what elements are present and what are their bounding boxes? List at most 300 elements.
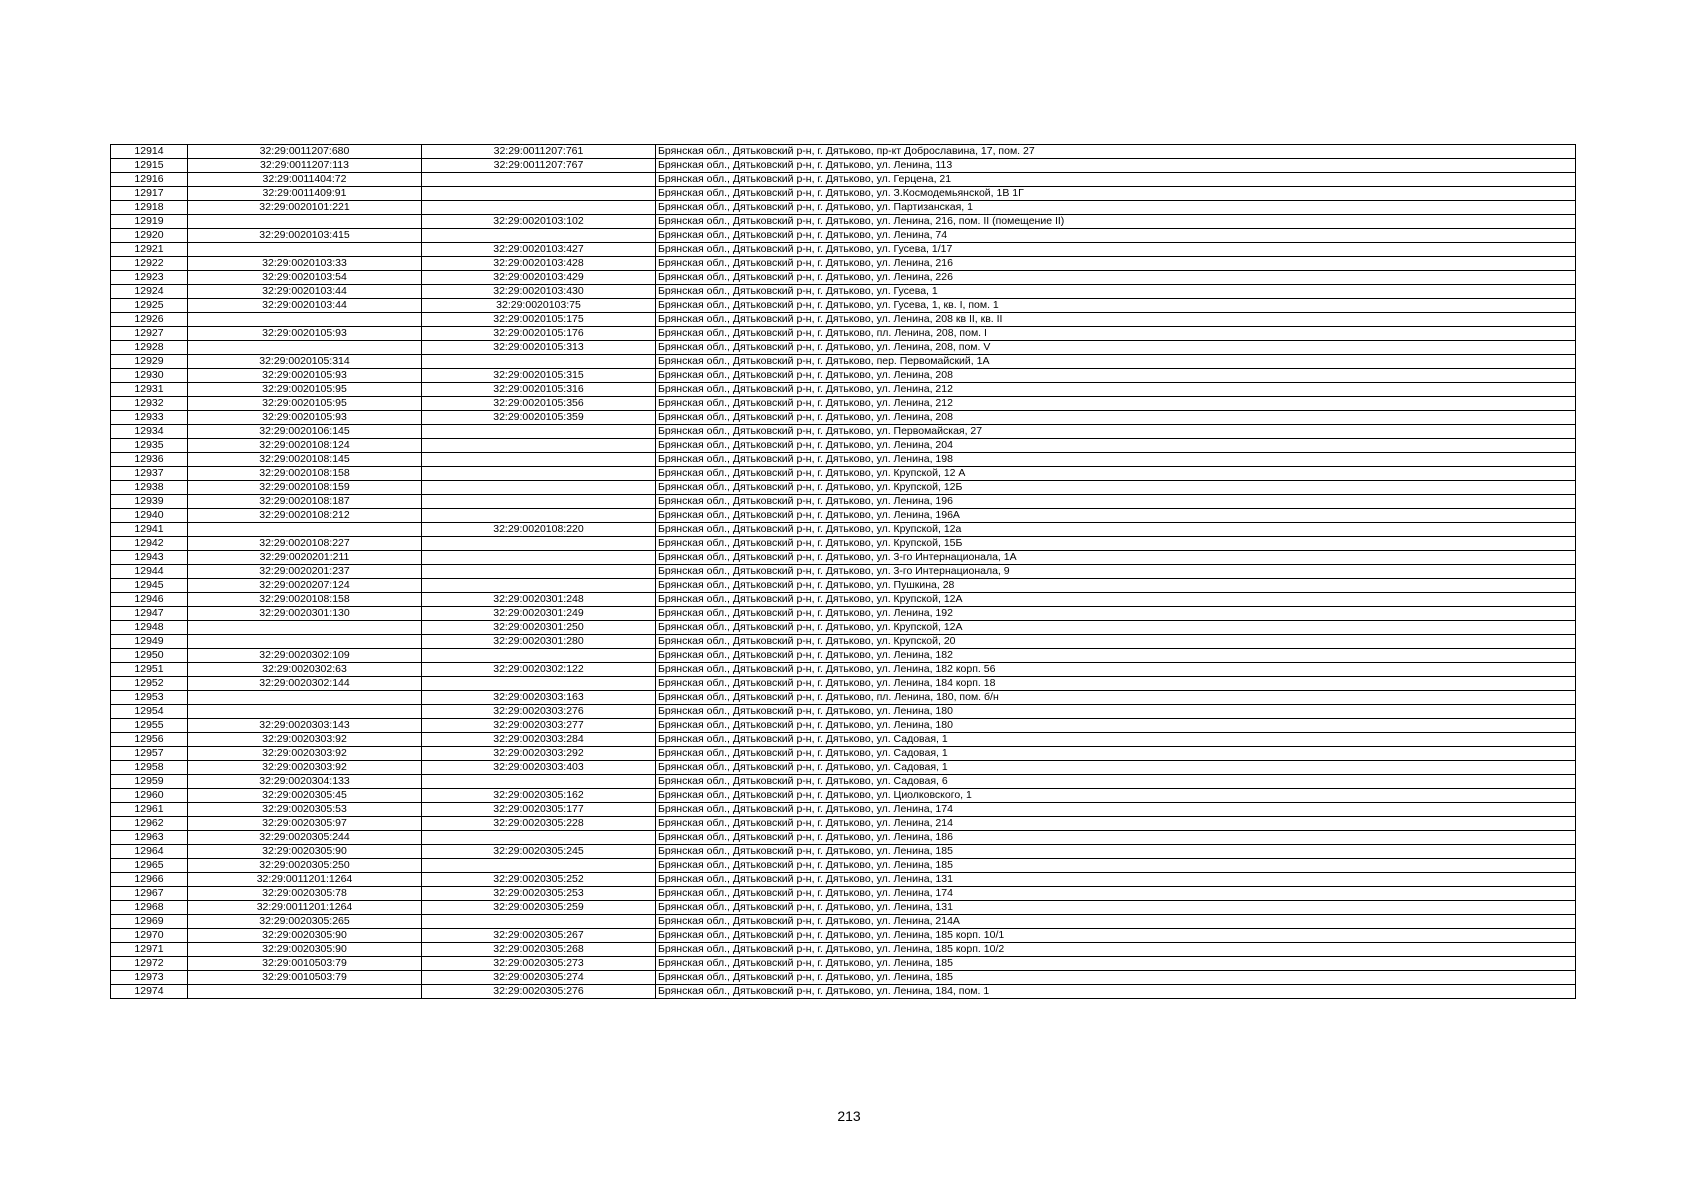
row-number-cell: 12945 bbox=[111, 579, 188, 593]
related-cadastral-number-cell bbox=[422, 467, 656, 481]
address-cell: Брянская обл., Дятьковский р-н, г. Дятьково, ул. З.Космодемьянской, 1В 1Г bbox=[656, 187, 1576, 201]
related-cadastral-number-cell bbox=[422, 453, 656, 467]
table-row bbox=[111, 439, 1576, 453]
table-row bbox=[111, 663, 1576, 677]
cadastral-number-cell: 32:29:0020105:95 bbox=[188, 397, 422, 411]
address-cell: Брянская обл., Дятьковский р-н, г. Дятьково, ул. Ленина, 214 bbox=[656, 817, 1576, 831]
related-cadastral-number-cell: 32:29:0020305:276 bbox=[422, 985, 656, 999]
related-cadastral-number-cell bbox=[422, 579, 656, 593]
table-row bbox=[111, 705, 1576, 719]
cadastral-number-cell: 32:29:0020105:93 bbox=[188, 327, 422, 341]
table-row bbox=[111, 537, 1576, 551]
related-cadastral-number-cell: 32:29:0020103:428 bbox=[422, 257, 656, 271]
table-row bbox=[111, 481, 1576, 495]
related-cadastral-number-cell: 32:29:0020305:162 bbox=[422, 789, 656, 803]
address-cell: Брянская обл., Дятьковский р-н, г. Дятьково, ул. Первомайская, 27 bbox=[656, 425, 1576, 439]
table-row bbox=[111, 411, 1576, 425]
table-row bbox=[111, 649, 1576, 663]
address-cell: Брянская обл., Дятьковский р-н, г. Дятьково, ул. Крупской, 12Б bbox=[656, 481, 1576, 495]
cadastral-number-cell bbox=[188, 705, 422, 719]
table-row bbox=[111, 285, 1576, 299]
cadastral-number-cell: 32:29:0011207:113 bbox=[188, 159, 422, 173]
table-row bbox=[111, 215, 1576, 229]
address-cell: Брянская обл., Дятьковский р-н, г. Дятьково, ул. Крупской, 15Б bbox=[656, 537, 1576, 551]
address-cell: Брянская обл., Дятьковский р-н, г. Дятьково, ул. Ленина, 131 bbox=[656, 873, 1576, 887]
cadastral-number-cell bbox=[188, 243, 422, 257]
row-number-cell: 12963 bbox=[111, 831, 188, 845]
table-row bbox=[111, 229, 1576, 243]
related-cadastral-number-cell: 32:29:0020301:249 bbox=[422, 607, 656, 621]
row-number-cell: 12919 bbox=[111, 215, 188, 229]
address-cell: Брянская обл., Дятьковский р-н, г. Дятьково, ул. Ленина, 182 bbox=[656, 649, 1576, 663]
row-number-cell: 12973 bbox=[111, 971, 188, 985]
related-cadastral-number-cell: 32:29:0020303:284 bbox=[422, 733, 656, 747]
row-number-cell: 12962 bbox=[111, 817, 188, 831]
address-cell: Брянская обл., Дятьковский р-н, г. Дятьково, ул. Ленина, 196А bbox=[656, 509, 1576, 523]
related-cadastral-number-cell: 32:29:0020103:427 bbox=[422, 243, 656, 257]
related-cadastral-number-cell: 32:29:0020303:292 bbox=[422, 747, 656, 761]
table-row bbox=[111, 257, 1576, 271]
cadastral-number-cell: 32:29:0020108:187 bbox=[188, 495, 422, 509]
cadastral-number-cell: 32:29:0020305:45 bbox=[188, 789, 422, 803]
table-row bbox=[111, 313, 1576, 327]
address-cell: Брянская обл., Дятьковский р-н, г. Дятьково, ул. Ленина, 212 bbox=[656, 397, 1576, 411]
related-cadastral-number-cell: 32:29:0020103:430 bbox=[422, 285, 656, 299]
related-cadastral-number-cell: 32:29:0020305:274 bbox=[422, 971, 656, 985]
cadastral-number-cell: 32:29:0020101:221 bbox=[188, 201, 422, 215]
cadastral-number-cell: 32:29:0020305:90 bbox=[188, 943, 422, 957]
table-row bbox=[111, 173, 1576, 187]
row-number-cell: 12972 bbox=[111, 957, 188, 971]
row-number-cell: 12915 bbox=[111, 159, 188, 173]
row-number-cell: 12950 bbox=[111, 649, 188, 663]
table-row bbox=[111, 677, 1576, 691]
table-row bbox=[111, 145, 1576, 159]
table-row bbox=[111, 327, 1576, 341]
related-cadastral-number-cell: 32:29:0020103:102 bbox=[422, 215, 656, 229]
cadastral-number-cell: 32:29:0020305:250 bbox=[188, 859, 422, 873]
row-number-cell: 12940 bbox=[111, 509, 188, 523]
row-number-cell: 12948 bbox=[111, 621, 188, 635]
address-cell: Брянская обл., Дятьковский р-н, г. Дятьково, ул. Ленина, 208, пом. V bbox=[656, 341, 1576, 355]
related-cadastral-number-cell bbox=[422, 355, 656, 369]
address-cell: Брянская обл., Дятьковский р-н, г. Дятьково, ул. Ленина, 204 bbox=[656, 439, 1576, 453]
related-cadastral-number-cell: 32:29:0020302:122 bbox=[422, 663, 656, 677]
table-row bbox=[111, 929, 1576, 943]
table-row bbox=[111, 509, 1576, 523]
related-cadastral-number-cell: 32:29:0020103:429 bbox=[422, 271, 656, 285]
address-cell: Брянская обл., Дятьковский р-н, г. Дятьково, ул. Крупской, 12А bbox=[656, 593, 1576, 607]
table-row bbox=[111, 845, 1576, 859]
address-cell: Брянская обл., Дятьковский р-н, г. Дятьково, ул. Пушкина, 28 bbox=[656, 579, 1576, 593]
registry-table bbox=[110, 144, 1576, 999]
table-row bbox=[111, 271, 1576, 285]
row-number-cell: 12960 bbox=[111, 789, 188, 803]
related-cadastral-number-cell: 32:29:0020303:276 bbox=[422, 705, 656, 719]
row-number-cell: 12935 bbox=[111, 439, 188, 453]
address-cell: Брянская обл., Дятьковский р-н, г. Дятьково, пр-кт Доброславина, 17, пом. 27 bbox=[656, 145, 1576, 159]
address-cell: Брянская обл., Дятьковский р-н, г. Дятьково, ул. Гусева, 1/17 bbox=[656, 243, 1576, 257]
table-row bbox=[111, 817, 1576, 831]
related-cadastral-number-cell: 32:29:0020105:316 bbox=[422, 383, 656, 397]
related-cadastral-number-cell: 32:29:0020301:250 bbox=[422, 621, 656, 635]
row-number-cell: 12918 bbox=[111, 201, 188, 215]
cadastral-number-cell: 32:29:0020103:54 bbox=[188, 271, 422, 285]
row-number-cell: 12924 bbox=[111, 285, 188, 299]
related-cadastral-number-cell: 32:29:0020105:313 bbox=[422, 341, 656, 355]
row-number-cell: 12959 bbox=[111, 775, 188, 789]
table-row bbox=[111, 915, 1576, 929]
related-cadastral-number-cell: 32:29:0020305:252 bbox=[422, 873, 656, 887]
address-cell: Брянская обл., Дятьковский р-н, г. Дятьково, ул. Ленина, 196 bbox=[656, 495, 1576, 509]
cadastral-number-cell: 32:29:0020108:227 bbox=[188, 537, 422, 551]
cadastral-number-cell: 32:29:0020108:159 bbox=[188, 481, 422, 495]
row-number-cell: 12923 bbox=[111, 271, 188, 285]
address-cell: Брянская обл., Дятьковский р-н, г. Дятьково, ул. Ленина, 198 bbox=[656, 453, 1576, 467]
address-cell: Брянская обл., Дятьковский р-н, г. Дятьково, ул. Ленина, 185 корп. 10/1 bbox=[656, 929, 1576, 943]
table-row bbox=[111, 691, 1576, 705]
row-number-cell: 12956 bbox=[111, 733, 188, 747]
row-number-cell: 12947 bbox=[111, 607, 188, 621]
address-cell: Брянская обл., Дятьковский р-н, г. Дятьково, ул. Гусева, 1, кв. I, пом. 1 bbox=[656, 299, 1576, 313]
table-row bbox=[111, 299, 1576, 313]
related-cadastral-number-cell bbox=[422, 495, 656, 509]
address-cell: Брянская обл., Дятьковский р-н, г. Дятьково, ул. Ленина, 180 bbox=[656, 719, 1576, 733]
table-row bbox=[111, 369, 1576, 383]
address-cell: Брянская обл., Дятьковский р-н, г. Дятьково, ул. 3-го Интернационала, 1А bbox=[656, 551, 1576, 565]
address-cell: Брянская обл., Дятьковский р-н, г. Дятьково, ул. Садовая, 6 bbox=[656, 775, 1576, 789]
row-number-cell: 12944 bbox=[111, 565, 188, 579]
related-cadastral-number-cell bbox=[422, 173, 656, 187]
row-number-cell: 12941 bbox=[111, 523, 188, 537]
row-number-cell: 12957 bbox=[111, 747, 188, 761]
row-number-cell: 12953 bbox=[111, 691, 188, 705]
cadastral-number-cell: 32:29:0020303:92 bbox=[188, 761, 422, 775]
cadastral-number-cell: 32:29:0020108:124 bbox=[188, 439, 422, 453]
address-cell: Брянская обл., Дятьковский р-н, г. Дятьково, ул. Ленина, 185 bbox=[656, 859, 1576, 873]
row-number-cell: 12967 bbox=[111, 887, 188, 901]
row-number-cell: 12952 bbox=[111, 677, 188, 691]
related-cadastral-number-cell bbox=[422, 831, 656, 845]
table-row bbox=[111, 971, 1576, 985]
related-cadastral-number-cell bbox=[422, 677, 656, 691]
table-row bbox=[111, 621, 1576, 635]
cadastral-number-cell: 32:29:0020302:109 bbox=[188, 649, 422, 663]
table-row bbox=[111, 453, 1576, 467]
related-cadastral-number-cell: 32:29:0020305:177 bbox=[422, 803, 656, 817]
table-row bbox=[111, 635, 1576, 649]
row-number-cell: 12943 bbox=[111, 551, 188, 565]
related-cadastral-number-cell: 32:29:0020105:176 bbox=[422, 327, 656, 341]
related-cadastral-number-cell bbox=[422, 775, 656, 789]
row-number-cell: 12934 bbox=[111, 425, 188, 439]
cadastral-number-cell: 32:29:0011404:72 bbox=[188, 173, 422, 187]
address-cell: Брянская обл., Дятьковский р-н, г. Дятьково, пер. Первомайский, 1А bbox=[656, 355, 1576, 369]
cadastral-number-cell: 32:29:0020304:133 bbox=[188, 775, 422, 789]
related-cadastral-number-cell bbox=[422, 859, 656, 873]
related-cadastral-number-cell bbox=[422, 229, 656, 243]
cadastral-number-cell: 32:29:0020103:44 bbox=[188, 299, 422, 313]
related-cadastral-number-cell bbox=[422, 425, 656, 439]
cadastral-number-cell: 32:29:0020105:95 bbox=[188, 383, 422, 397]
cadastral-number-cell: 32:29:0020305:78 bbox=[188, 887, 422, 901]
related-cadastral-number-cell: 32:29:0020301:280 bbox=[422, 635, 656, 649]
address-cell: Брянская обл., Дятьковский р-н, г. Дятьково, ул. Крупской, 12а bbox=[656, 523, 1576, 537]
cadastral-number-cell: 32:29:0020305:90 bbox=[188, 929, 422, 943]
address-cell: Брянская обл., Дятьковский р-н, г. Дятьково, ул. Ленина, 185 bbox=[656, 971, 1576, 985]
address-cell: Брянская обл., Дятьковский р-н, г. Дятьково, ул. Партизанская, 1 bbox=[656, 201, 1576, 215]
address-cell: Брянская обл., Дятьковский р-н, г. Дятьково, ул. Ленина, 216, пом. II (помещение II) bbox=[656, 215, 1576, 229]
address-cell: Брянская обл., Дятьковский р-н, г. Дятьково, ул. Ленина, 185 bbox=[656, 845, 1576, 859]
row-number-cell: 12965 bbox=[111, 859, 188, 873]
table-row bbox=[111, 495, 1576, 509]
related-cadastral-number-cell bbox=[422, 509, 656, 523]
row-number-cell: 12958 bbox=[111, 761, 188, 775]
row-number-cell: 12926 bbox=[111, 313, 188, 327]
row-number-cell: 12969 bbox=[111, 915, 188, 929]
related-cadastral-number-cell: 32:29:0020303:403 bbox=[422, 761, 656, 775]
related-cadastral-number-cell: 32:29:0020105:175 bbox=[422, 313, 656, 327]
address-cell: Брянская обл., Дятьковский р-н, г. Дятьково, ул. Ленина, 131 bbox=[656, 901, 1576, 915]
page-number: 213 bbox=[837, 1108, 861, 1124]
related-cadastral-number-cell: 32:29:0020303:163 bbox=[422, 691, 656, 705]
table-row bbox=[111, 887, 1576, 901]
address-cell: Брянская обл., Дятьковский р-н, г. Дятьково, ул. Ленина, 226 bbox=[656, 271, 1576, 285]
address-cell: Брянская обл., Дятьковский р-н, г. Дятьково, пл. Ленина, 208, пом. I bbox=[656, 327, 1576, 341]
address-cell: Брянская обл., Дятьковский р-н, г. Дятьково, ул. Герцена, 21 bbox=[656, 173, 1576, 187]
cadastral-number-cell: 32:29:0020207:124 bbox=[188, 579, 422, 593]
table-row bbox=[111, 985, 1576, 999]
row-number-cell: 12922 bbox=[111, 257, 188, 271]
cadastral-number-cell: 32:29:0020201:211 bbox=[188, 551, 422, 565]
table-row bbox=[111, 565, 1576, 579]
related-cadastral-number-cell: 32:29:0020105:359 bbox=[422, 411, 656, 425]
address-cell: Брянская обл., Дятьковский р-н, г. Дятьково, ул. Крупской, 12 А bbox=[656, 467, 1576, 481]
cadastral-number-cell: 32:29:0020301:130 bbox=[188, 607, 422, 621]
table-row bbox=[111, 957, 1576, 971]
table-row bbox=[111, 803, 1576, 817]
table-row bbox=[111, 831, 1576, 845]
cadastral-number-cell: 32:29:0020303:92 bbox=[188, 733, 422, 747]
address-cell: Брянская обл., Дятьковский р-н, г. Дятьково, ул. Ленина, 185 корп. 10/2 bbox=[656, 943, 1576, 957]
row-number-cell: 12968 bbox=[111, 901, 188, 915]
row-number-cell: 12966 bbox=[111, 873, 188, 887]
row-number-cell: 12946 bbox=[111, 593, 188, 607]
address-cell: Брянская обл., Дятьковский р-н, г. Дятьково, ул. Ленина, 208 кв II, кв. II bbox=[656, 313, 1576, 327]
address-cell: Брянская обл., Дятьковский р-н, г. Дятьково, ул. Крупской, 12А bbox=[656, 621, 1576, 635]
row-number-cell: 12971 bbox=[111, 943, 188, 957]
cadastral-number-cell bbox=[188, 523, 422, 537]
related-cadastral-number-cell bbox=[422, 551, 656, 565]
table-row bbox=[111, 187, 1576, 201]
related-cadastral-number-cell: 32:29:0020305:245 bbox=[422, 845, 656, 859]
related-cadastral-number-cell: 32:29:0011207:767 bbox=[422, 159, 656, 173]
row-number-cell: 12917 bbox=[111, 187, 188, 201]
row-number-cell: 12928 bbox=[111, 341, 188, 355]
cadastral-number-cell: 32:29:0020302:63 bbox=[188, 663, 422, 677]
table-row bbox=[111, 593, 1576, 607]
row-number-cell: 12939 bbox=[111, 495, 188, 509]
address-cell: Брянская обл., Дятьковский р-н, г. Дятьково, ул. Ленина, 212 bbox=[656, 383, 1576, 397]
address-cell: Брянская обл., Дятьковский р-н, г. Дятьково, ул. Ленина, 180 bbox=[656, 705, 1576, 719]
address-cell: Брянская обл., Дятьковский р-н, г. Дятьково, ул. Садовая, 1 bbox=[656, 747, 1576, 761]
related-cadastral-number-cell bbox=[422, 915, 656, 929]
cadastral-number-cell: 32:29:0020105:93 bbox=[188, 411, 422, 425]
row-number-cell: 12970 bbox=[111, 929, 188, 943]
row-number-cell: 12920 bbox=[111, 229, 188, 243]
cadastral-number-cell bbox=[188, 691, 422, 705]
row-number-cell: 12931 bbox=[111, 383, 188, 397]
related-cadastral-number-cell bbox=[422, 439, 656, 453]
row-number-cell: 12954 bbox=[111, 705, 188, 719]
table-row bbox=[111, 159, 1576, 173]
address-cell: Брянская обл., Дятьковский р-н, г. Дятьково, ул. Ленина, 208 bbox=[656, 411, 1576, 425]
related-cadastral-number-cell: 32:29:0020305:268 bbox=[422, 943, 656, 957]
registry-table-body bbox=[111, 145, 1576, 999]
cadastral-number-cell: 32:29:0020103:33 bbox=[188, 257, 422, 271]
cadastral-number-cell: 32:29:0020303:143 bbox=[188, 719, 422, 733]
cadastral-number-cell bbox=[188, 635, 422, 649]
row-number-cell: 12933 bbox=[111, 411, 188, 425]
cadastral-number-cell: 32:29:0011201:1264 bbox=[188, 901, 422, 915]
cadastral-number-cell: 32:29:0011207:680 bbox=[188, 145, 422, 159]
table-row bbox=[111, 341, 1576, 355]
row-number-cell: 12916 bbox=[111, 173, 188, 187]
related-cadastral-number-cell bbox=[422, 565, 656, 579]
table-row bbox=[111, 859, 1576, 873]
cadastral-number-cell bbox=[188, 313, 422, 327]
cadastral-number-cell: 32:29:0020305:90 bbox=[188, 845, 422, 859]
table-row bbox=[111, 943, 1576, 957]
row-number-cell: 12951 bbox=[111, 663, 188, 677]
related-cadastral-number-cell: 32:29:0020105:356 bbox=[422, 397, 656, 411]
address-cell: Брянская обл., Дятьковский р-н, г. Дятьково, ул. Садовая, 1 bbox=[656, 761, 1576, 775]
cadastral-number-cell bbox=[188, 621, 422, 635]
row-number-cell: 12914 bbox=[111, 145, 188, 159]
address-cell: Брянская обл., Дятьковский р-н, г. Дятьково, ул. Ленина, 182 корп. 56 bbox=[656, 663, 1576, 677]
cadastral-number-cell: 32:29:0010503:79 bbox=[188, 957, 422, 971]
related-cadastral-number-cell bbox=[422, 649, 656, 663]
cadastral-number-cell: 32:29:0020103:44 bbox=[188, 285, 422, 299]
table-row bbox=[111, 901, 1576, 915]
address-cell: Брянская обл., Дятьковский р-н, г. Дятьково, ул. Циолковского, 1 bbox=[656, 789, 1576, 803]
table-row bbox=[111, 761, 1576, 775]
address-cell: Брянская обл., Дятьковский р-н, г. Дятьково, ул. Ленина, 185 bbox=[656, 957, 1576, 971]
table-row bbox=[111, 733, 1576, 747]
row-number-cell: 12942 bbox=[111, 537, 188, 551]
table-row bbox=[111, 467, 1576, 481]
related-cadastral-number-cell: 32:29:0020305:273 bbox=[422, 957, 656, 971]
cadastral-number-cell: 32:29:0020106:145 bbox=[188, 425, 422, 439]
cadastral-number-cell bbox=[188, 341, 422, 355]
cadastral-number-cell: 32:29:0020201:237 bbox=[188, 565, 422, 579]
address-cell: Брянская обл., Дятьковский р-н, г. Дятьково, ул. Гусева, 1 bbox=[656, 285, 1576, 299]
row-number-cell: 12974 bbox=[111, 985, 188, 999]
cadastral-number-cell: 32:29:0020103:415 bbox=[188, 229, 422, 243]
address-cell: Брянская обл., Дятьковский р-н, г. Дятьково, ул. Ленина, 184 корп. 18 bbox=[656, 677, 1576, 691]
cadastral-number-cell: 32:29:0020305:265 bbox=[188, 915, 422, 929]
address-cell: Брянская обл., Дятьковский р-н, г. Дятьково, пл. Ленина, 180, пом. б/н bbox=[656, 691, 1576, 705]
cadastral-number-cell: 32:29:0010503:79 bbox=[188, 971, 422, 985]
table-row bbox=[111, 523, 1576, 537]
table-row bbox=[111, 607, 1576, 621]
table-row bbox=[111, 355, 1576, 369]
address-cell: Брянская обл., Дятьковский р-н, г. Дятьково, ул. Ленина, 216 bbox=[656, 257, 1576, 271]
related-cadastral-number-cell: 32:29:0020303:277 bbox=[422, 719, 656, 733]
address-cell: Брянская обл., Дятьковский р-н, г. Дятьково, ул. Ленина, 208 bbox=[656, 369, 1576, 383]
cadastral-number-cell: 32:29:0020305:97 bbox=[188, 817, 422, 831]
related-cadastral-number-cell bbox=[422, 187, 656, 201]
cadastral-number-cell: 32:29:0011201:1264 bbox=[188, 873, 422, 887]
cadastral-number-cell: 32:29:0020105:314 bbox=[188, 355, 422, 369]
row-number-cell: 12938 bbox=[111, 481, 188, 495]
table-row bbox=[111, 383, 1576, 397]
related-cadastral-number-cell bbox=[422, 537, 656, 551]
cadastral-number-cell: 32:29:0011409:91 bbox=[188, 187, 422, 201]
cadastral-number-cell: 32:29:0020105:93 bbox=[188, 369, 422, 383]
table-row bbox=[111, 873, 1576, 887]
table-row bbox=[111, 243, 1576, 257]
row-number-cell: 12932 bbox=[111, 397, 188, 411]
related-cadastral-number-cell: 32:29:0020305:267 bbox=[422, 929, 656, 943]
row-number-cell: 12921 bbox=[111, 243, 188, 257]
table-row bbox=[111, 551, 1576, 565]
row-number-cell: 12949 bbox=[111, 635, 188, 649]
address-cell: Брянская обл., Дятьковский р-н, г. Дятьково, ул. Ленина, 174 bbox=[656, 803, 1576, 817]
address-cell: Брянская обл., Дятьковский р-н, г. Дятьково, ул. Крупской, 20 bbox=[656, 635, 1576, 649]
address-cell: Брянская обл., Дятьковский р-н, г. Дятьково, ул. Ленина, 174 bbox=[656, 887, 1576, 901]
table-row bbox=[111, 747, 1576, 761]
address-cell: Брянская обл., Дятьковский р-н, г. Дятьково, ул. Ленина, 192 bbox=[656, 607, 1576, 621]
address-cell: Брянская обл., Дятьковский р-н, г. Дятьково, ул. Садовая, 1 bbox=[656, 733, 1576, 747]
related-cadastral-number-cell: 32:29:0020305:259 bbox=[422, 901, 656, 915]
address-cell: Брянская обл., Дятьковский р-н, г. Дятьково, ул. Ленина, 214А bbox=[656, 915, 1576, 929]
related-cadastral-number-cell: 32:29:0020305:253 bbox=[422, 887, 656, 901]
related-cadastral-number-cell: 32:29:0020105:315 bbox=[422, 369, 656, 383]
table-row bbox=[111, 425, 1576, 439]
row-number-cell: 12925 bbox=[111, 299, 188, 313]
cadastral-number-cell: 32:29:0020302:144 bbox=[188, 677, 422, 691]
related-cadastral-number-cell: 32:29:0020305:228 bbox=[422, 817, 656, 831]
cadastral-number-cell: 32:29:0020108:145 bbox=[188, 453, 422, 467]
row-number-cell: 12955 bbox=[111, 719, 188, 733]
table-row bbox=[111, 789, 1576, 803]
table-row bbox=[111, 201, 1576, 215]
related-cadastral-number-cell: 32:29:0011207:761 bbox=[422, 145, 656, 159]
address-cell: Брянская обл., Дятьковский р-н, г. Дятьково, ул. Ленина, 113 bbox=[656, 159, 1576, 173]
related-cadastral-number-cell: 32:29:0020103:75 bbox=[422, 299, 656, 313]
row-number-cell: 12927 bbox=[111, 327, 188, 341]
row-number-cell: 12929 bbox=[111, 355, 188, 369]
cadastral-number-cell: 32:29:0020305:53 bbox=[188, 803, 422, 817]
address-cell: Брянская обл., Дятьковский р-н, г. Дятьково, ул. Ленина, 186 bbox=[656, 831, 1576, 845]
cadastral-number-cell: 32:29:0020108:212 bbox=[188, 509, 422, 523]
row-number-cell: 12961 bbox=[111, 803, 188, 817]
table-row bbox=[111, 397, 1576, 411]
row-number-cell: 12936 bbox=[111, 453, 188, 467]
cadastral-number-cell: 32:29:0020108:158 bbox=[188, 467, 422, 481]
table-row bbox=[111, 719, 1576, 733]
table-row bbox=[111, 775, 1576, 789]
address-cell: Брянская обл., Дятьковский р-н, г. Дятьково, ул. 3-го Интернационала, 9 bbox=[656, 565, 1576, 579]
related-cadastral-number-cell: 32:29:0020301:248 bbox=[422, 593, 656, 607]
related-cadastral-number-cell: 32:29:0020108:220 bbox=[422, 523, 656, 537]
cadastral-number-cell bbox=[188, 985, 422, 999]
address-cell: Брянская обл., Дятьковский р-н, г. Дятьково, ул. Ленина, 74 bbox=[656, 229, 1576, 243]
cadastral-number-cell bbox=[188, 215, 422, 229]
related-cadastral-number-cell bbox=[422, 201, 656, 215]
cadastral-number-cell: 32:29:0020305:244 bbox=[188, 831, 422, 845]
